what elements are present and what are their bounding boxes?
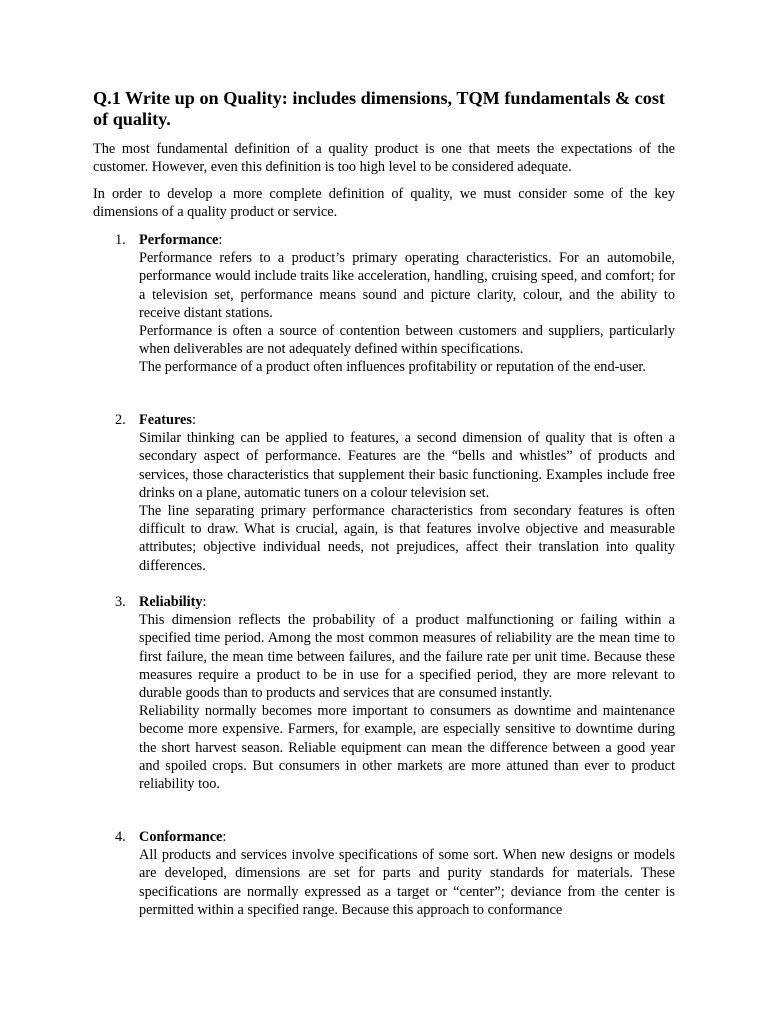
list-item-heading [139,411,196,429]
list-item-paragraph: All products and services involve specifications of some sort. When new designs or models are developed, dimensions are set for parts and purity standards for materials. These specifications are normally expressed as a target or “center”; deviance from the center is permitted within a specified range. Because this approach to conformance [139,847,675,918]
list-item-heading [139,828,226,846]
list-item-title: Reliability [139,594,203,610]
list-item-paragraph: Performance is often a source of contention between customers and suppliers, particularly when deliverables are not adequately defined within specifications. [139,323,675,358]
list-item-number: 1. [115,232,126,248]
list-item-colon: : [222,829,227,845]
list-item-paragraph: Reliability normally becomes more important to consumers as downtime and maintenance become more expensive. Farmers, for example, are especially sensitive to downtime during the short harvest season. Reliable equipment can mean the difference between a good year and spoiled crops. But consumers in other markets are more attuned than ever to product reliability too. [139,703,675,793]
list-item-number: 4. [115,829,126,845]
list-item-paragraph: The performance of a product often influences profitability or reputation of the end-user. [139,359,646,376]
list-item-title: Conformance [139,829,223,845]
list-item-colon: : [218,232,223,248]
list-item-number: 3. [115,594,126,610]
list-item-body [139,429,675,575]
intro-paragraph-1: The most fundamental definition of a quality product is one that meets the expectations of the customer. However, even this definition is too high level to be considered adequate. [93,141,675,176]
list-item-body [139,249,675,376]
page-title: Q.1 Write up on Quality: includes dimensions, TQM fundamentals & cost of quality. [93,88,665,129]
list-item-number: 2. [115,412,126,428]
list-item-heading [139,593,207,611]
list-item-colon: : [191,412,196,428]
list-item-paragraph: Similar thinking can be applied to features, a second dimension of quality that is often a secondary aspect of performance. Features are the “bells and whistles” of products and services, those characteristics that supplement their basic functioning. Examples include free drinks on a plane, automatic tuners on a colour television set. [139,430,675,501]
list-item-title: Performance [139,232,219,248]
list-item-paragraph: This dimension reflects the probability of a product malfunctioning or failing within a specified time period. Among the most common measures of reliability are the mean time to first failure, the mean time between failures, and the failure rate per unit time. Because these measures require a product to be in use for a specified period, they are more relevant to durable goods than to products and services that are consumed instantly. [139,612,675,701]
intro-paragraph-2: In order to develop a more complete definition of quality, we must consider some of the key dimensions of a quality product or service. [93,186,675,221]
list-item-title: Features [139,412,192,428]
list-item-paragraph: The line separating primary performance characteristics from secondary features is often difficult to draw. What is crucial, again, is that features involve objective and measurable attributes; objective individual needs, not prejudices, affect their translation into quality differences. [139,503,675,574]
list-item-colon: : [202,594,207,610]
list-item-body [139,611,675,793]
list-item-paragraph: Performance refers to a product’s primary operating characteristics. For an automobile, performance would include traits like acceleration, handling, cruising speed, and comfort; for a television set, performance means sound and picture clarity, colour, and the ability to receive distant stations. [139,250,675,321]
list-item-heading [139,231,222,249]
list-item-body [139,846,675,919]
